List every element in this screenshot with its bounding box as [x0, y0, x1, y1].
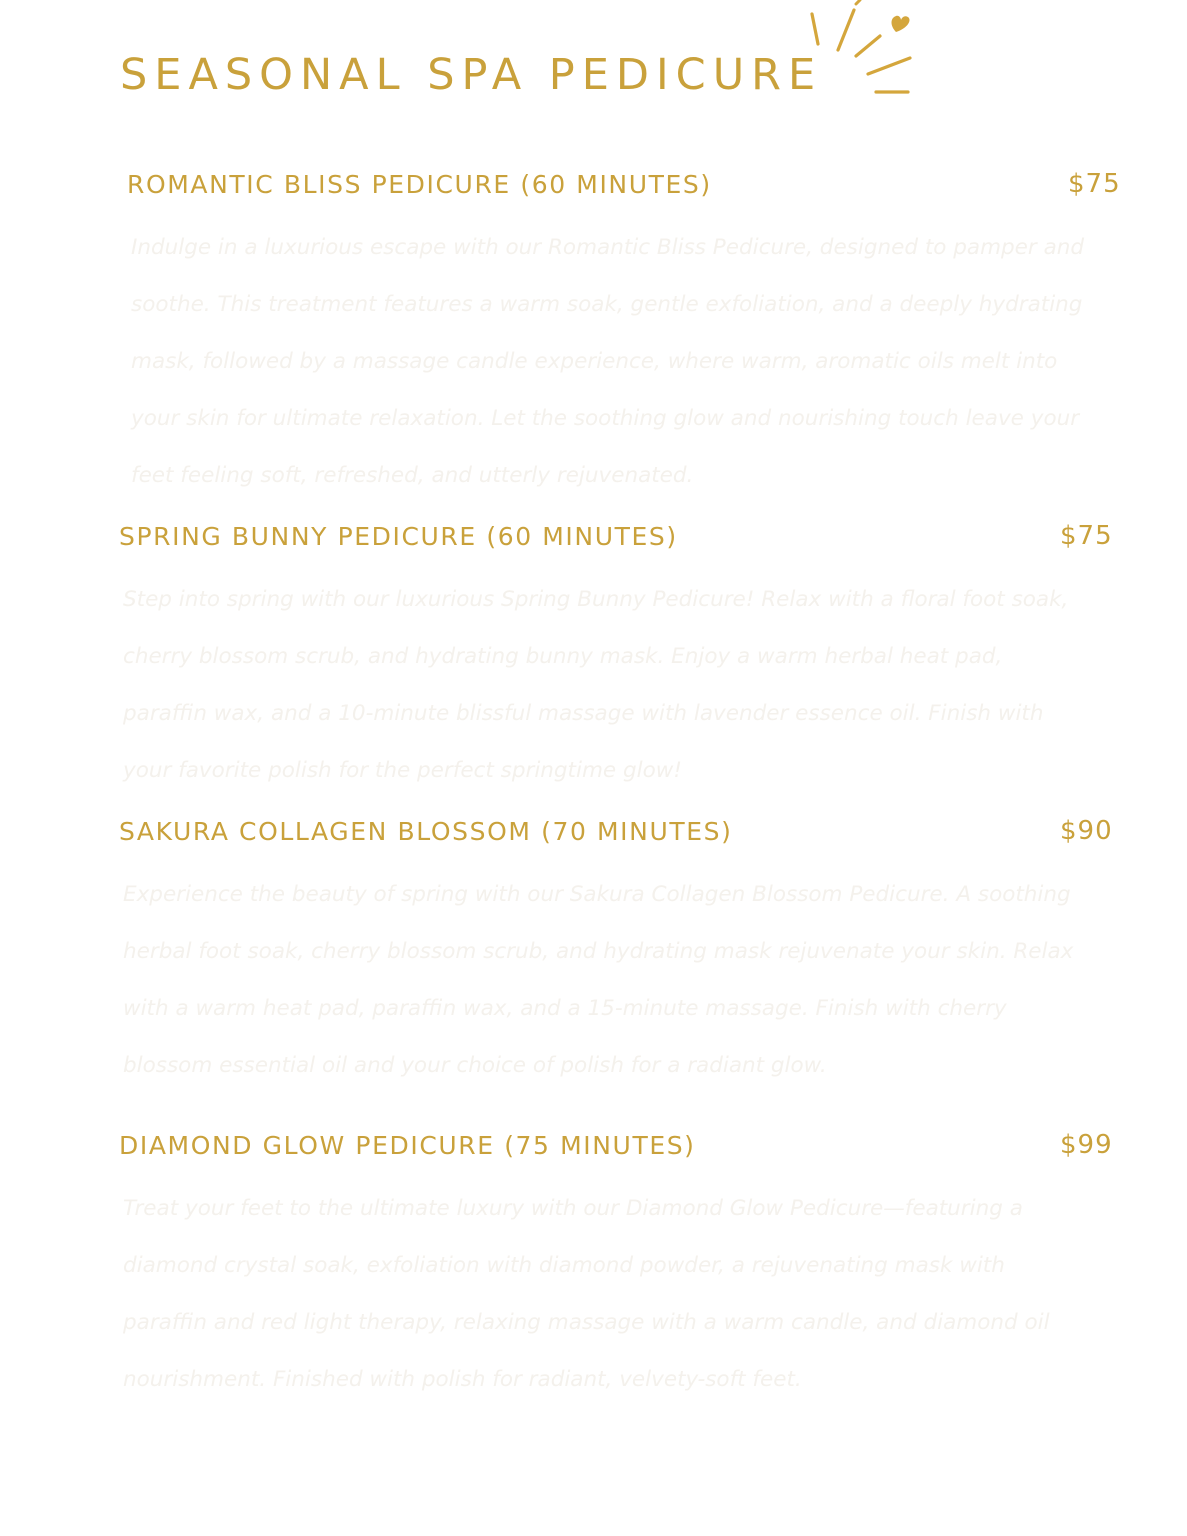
- menu-item-price: $90: [1060, 816, 1113, 846]
- menu-item-description: Treat your feet to the ultimate luxury with our Diamond Glow Pedicure—featuring a diamond crystal soak, exfoliation with diamond powder, a rejuvenating mask with paraffin and red light therapy, relaxing massage with a warm candle, and diamond oil nourishment. Finished with polish for radiant, velvety-soft feet.: [123, 1196, 1050, 1392]
- menu-item-price: $75: [1060, 521, 1113, 551]
- menu-item-description: Indulge in a luxurious escape with our Romantic Bliss Pedicure, designed to pamper and soothe. This treatment features a warm soak, gentle exfoliation, and a deeply hydrating mask, followed by a massage candle experience, where warm, aromatic oils melt into your skin for ultimate relaxation. Let the soothing glow and nourishing touch leave your feet feeling soft, refreshed, and utterly rejuvenated.: [131, 235, 1085, 488]
- menu-item-price: $75: [1068, 169, 1121, 199]
- menu-item-name: SPRING BUNNY PEDICURE (60 MINUTES): [119, 522, 678, 551]
- menu-item-name: DIAMOND GLOW PEDICURE (75 MINUTES): [119, 1131, 696, 1160]
- menu-item-name: SAKURA COLLAGEN BLOSSOM (70 MINUTES): [119, 817, 733, 846]
- page-title: SEASONAL SPA PEDICURE: [120, 50, 823, 100]
- menu-item-price: $99: [1060, 1130, 1113, 1160]
- sparkle-heart-icon: [800, 0, 920, 100]
- menu-item-name: ROMANTIC BLISS PEDICURE (60 MINUTES): [127, 170, 712, 199]
- menu-item-description: Experience the beauty of spring with our Sakura Collagen Blossom Pedicure. A soothing herbal foot soak, cherry blossom scrub, and hydrating mask rejuvenate your skin. Relax with a warm heat pad, paraffin wax, and a 15-minute massage. Finish with cherry blossom essential oil and your choice of polish for a radiant glow.: [123, 882, 1074, 1078]
- menu-item-description: Step into spring with our luxurious Spring Bunny Pedicure! Relax with a floral foot soak, cherry blossom scrub, and hydrating bunny mask. Enjoy a warm herbal heat pad, paraffin wax, and a 10-minute blissful massage with lavender essence oil. Finish with your favorite polish for the perfect springtime glow!: [123, 587, 1069, 783]
